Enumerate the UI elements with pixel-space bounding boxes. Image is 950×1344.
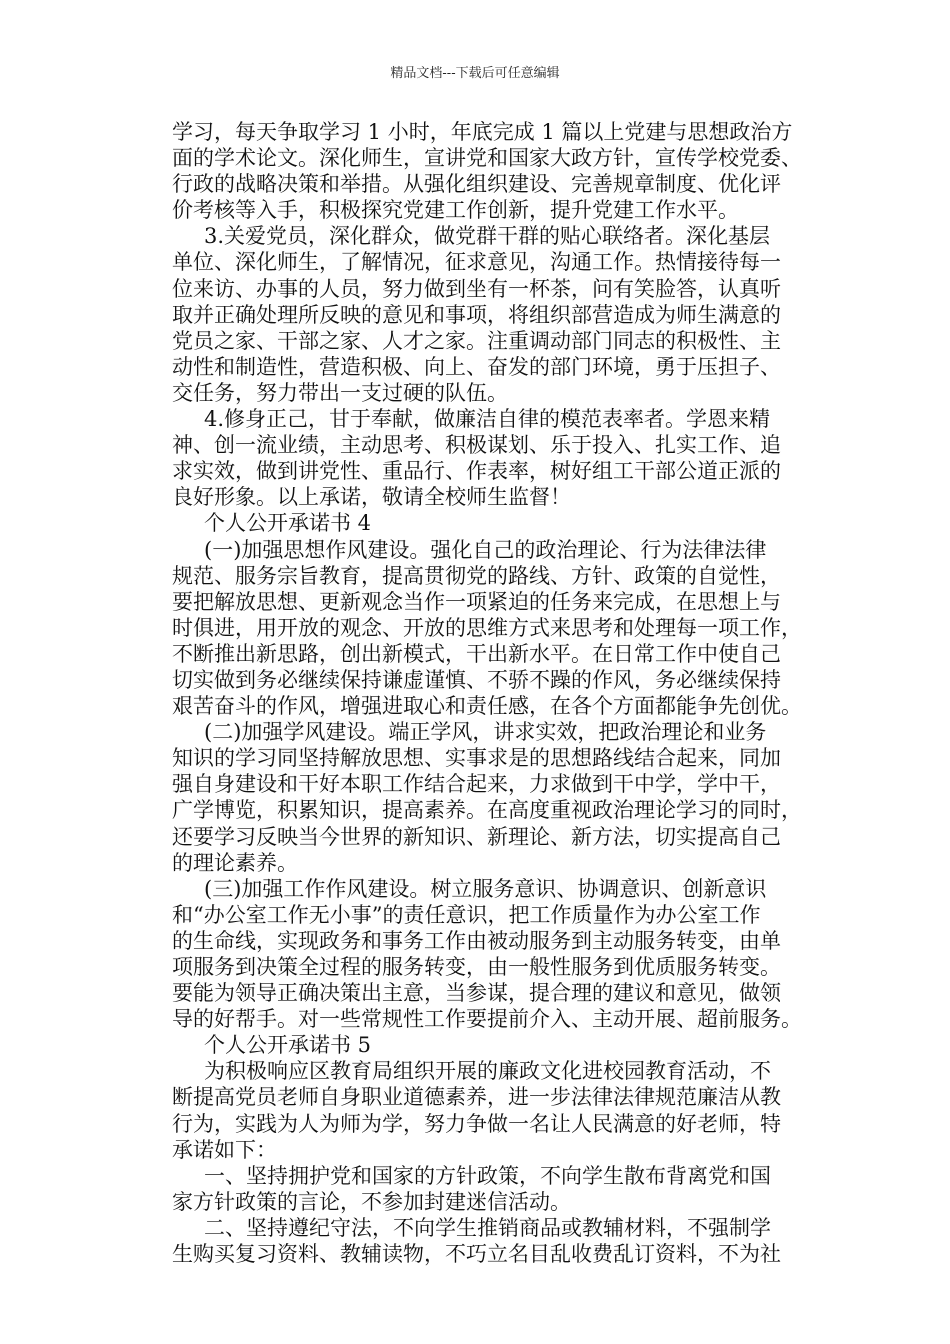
text-line: 规范、服务宗旨教育，提高贯彻党的路线、方针、政策的自觉性， — [172, 563, 781, 588]
text-line: 切实做到务必继续保持谦虚谨慎、不骄不躁的作风，务必继续保持 — [172, 667, 781, 692]
text-line: 断提高党员老师自身职业道德素养，进一步法律法律规范廉洁从教 — [172, 1085, 781, 1110]
text-line: (二)加强学风建设。端正学风，讲求实效，把政治理论和业务 — [204, 720, 767, 745]
text-line: 承诺如下： — [172, 1137, 277, 1162]
text-line: 3.关爱党员，深化群众，做党群干群的贴心联络者。深化基层 — [204, 224, 771, 249]
text-line: 面的学术论文。深化师生，宣讲党和国家大政方针，宣传学校党委、 — [172, 146, 802, 171]
text-line: 要能为领导正确决策出主意，当参谋，提合理的建议和意见，做领 — [172, 981, 781, 1006]
text-line: 4.修身正己，甘于奉献，做廉洁自律的模范表率者。学恩来精 — [204, 407, 771, 432]
text-line: 取并正确处理所反映的意见和事项，将组织部营造成为师生满意的 — [172, 302, 781, 327]
text-line: 求实效，做到讲党性、重品行、作表率，树好组工干部公道正派的 — [172, 459, 781, 484]
text-line: 动性和制造性，营造积极、向上、奋发的部门环境，勇于压担子、 — [172, 354, 781, 379]
text-line: 为积极响应区教育局组织开展的廉政文化进校园教育活动，不 — [204, 1059, 771, 1084]
text-line: 不断推出新思路，创出新模式，干出新水平。在日常工作中使自己 — [172, 641, 781, 666]
text-line: 知识的学习同坚持解放思想、实事求是的思想路线结合起来，同加 — [172, 746, 781, 771]
text-line: 艰苦奋斗的作风，增强进取心和责任感，在各个方面都能争先创优。 — [172, 694, 802, 719]
text-line: 二、坚持遵纪守法，不向学生推销商品或教辅材料，不强制学 — [204, 1215, 771, 1240]
text-line: 位来访、办事的人员，努力做到坐有一杯茶，问有笑脸答，认真听 — [172, 276, 781, 301]
text-line: 良好形象。以上承诺，敬请全校师生监督！ — [172, 485, 571, 510]
text-line: 的生命线，实现政务和事务工作由被动服务到主动服务转变，由单 — [172, 928, 781, 953]
text-line: 交任务，努力带出一支过硬的队伍。 — [172, 380, 508, 405]
text-line: 个人公开承诺书 5 — [204, 1033, 372, 1058]
text-line: 强自身建设和干好本职工作结合起来，力求做到干中学，学中干， — [172, 772, 781, 797]
text-line: 家方针政策的言论，不参加封建迷信活动。 — [172, 1189, 571, 1214]
text-line: 行政的战略决策和举措。从强化组织建设、完善规章制度、优化评 — [172, 172, 781, 197]
text-line: 广学博览，积累知识，提高素养。在高度重视政治理论学习的同时， — [172, 798, 802, 823]
text-line: 生购买复习资料、教辅读物，不巧立名目乱收费乱订资料，不为社 — [172, 1242, 781, 1267]
text-line: 项服务到决策全过程的服务转变，由一般性服务到优质服务转变。 — [172, 955, 781, 979]
text-line: 要把解放思想、更新观念当作一项紧迫的任务来完成，在思想上与 — [172, 589, 781, 614]
text-line: 还要学习反映当今世界的新知识、新理论、新方法，切实提高自己 — [172, 824, 781, 849]
text-line: 时俱进，用开放的观念、开放的思维方式来思考和处理每一项工作， — [172, 615, 802, 640]
text-line: 一、坚持拥护党和国家的方针政策，不向学生散布背离党和国 — [204, 1163, 771, 1188]
text-line: 学习，每天争取学习 1 小时，年底完成 1 篇以上党建与思想政治方 — [172, 120, 793, 144]
text-line: 导的好帮手。对一些常规性工作要提前介入、主动开展、超前服务。 — [172, 1007, 802, 1032]
text-line: 党员之家、干部之家、人才之家。注重调动部门同志的积极性、主 — [172, 328, 781, 353]
text-line: 和“办公室工作无小事”的责任意识，把工作质量作为办公室工作 — [172, 902, 761, 927]
text-line: 单位、深化师生，了解情况，征求意见，沟通工作。热情接待每一 — [172, 250, 781, 275]
text-line: 个人公开承诺书 4 — [204, 511, 372, 536]
text-line: 神、创一流业绩，主动思考、积极谋划、乐于投入、扎实工作、追 — [172, 433, 781, 458]
document-body — [172, 119, 824, 1267]
text-line: 价考核等入手，积极探究党建工作创新，提升党建工作水平。 — [172, 198, 739, 223]
page-header: 精品文档---下载后可任意编辑 — [390, 66, 560, 81]
text-line: (一)加强思想作风建设。强化自己的政治理论、行为法律法律 — [204, 537, 767, 562]
text-line: (三)加强工作作风建设。树立服务意识、协调意识、创新意识 — [204, 876, 767, 901]
text-line: 行为，实践为人为师为学，努力争做一名让人民满意的好老师，特 — [172, 1111, 781, 1136]
text-line: 的理论素养。 — [172, 850, 298, 875]
